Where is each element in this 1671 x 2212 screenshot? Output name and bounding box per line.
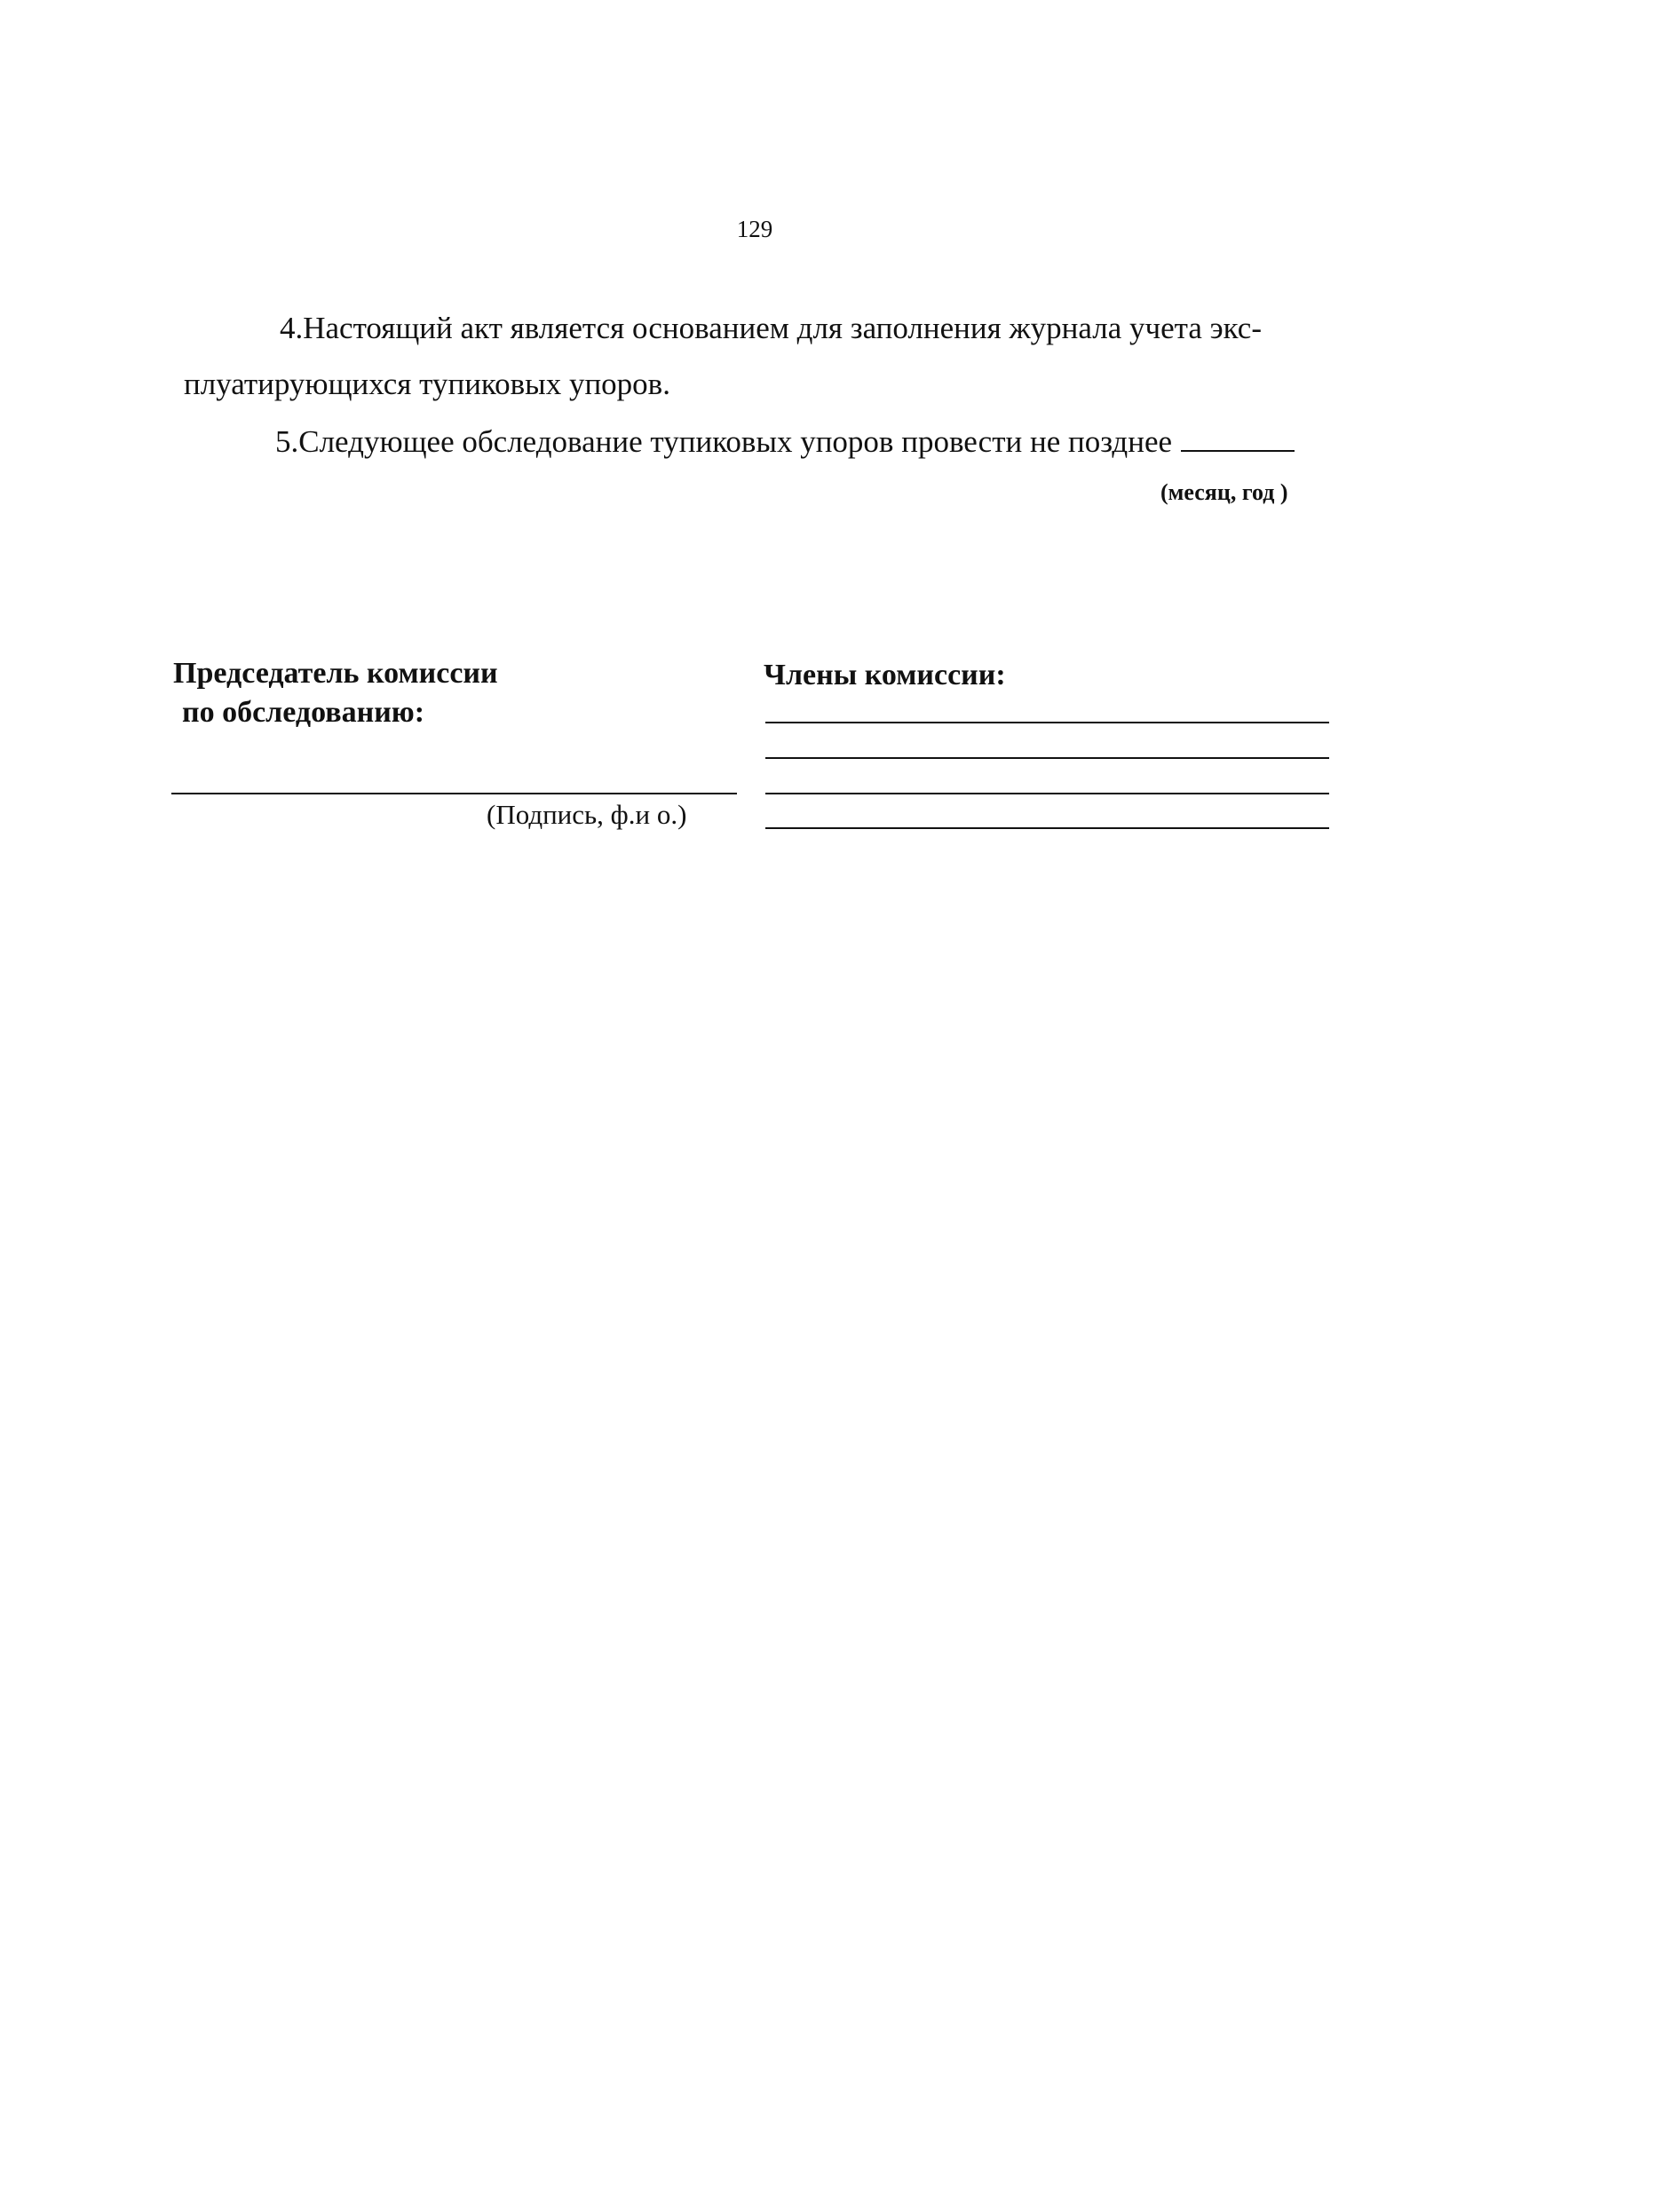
member-signature-line (765, 722, 1329, 723)
signature-caption: (Подпись, ф.и о.) (487, 799, 687, 830)
date-blank-field (1181, 449, 1295, 452)
paragraph-4-line-1: 4.Настоящий акт является основанием для заполнения журнала учета экс- (280, 311, 1262, 345)
member-signature-line (765, 827, 1329, 829)
paragraph-4-line-2: плуатирующихся тупиковых упоров. (184, 367, 670, 401)
members-heading: Члены комиссии: (764, 659, 1006, 691)
chair-signature-line (171, 793, 737, 794)
member-signature-line (765, 793, 1329, 794)
page-number: 129 (736, 216, 773, 242)
chair-heading: Председатель комиссии (173, 657, 498, 690)
chair-heading-subtitle: по обследованию: (182, 696, 425, 729)
date-hint-caption: (месяц, год ) (1160, 479, 1288, 505)
paragraph-5 (275, 426, 1295, 457)
paragraph-5-text: 5.Следующее обследование тупиковых упоров провести не позднее (275, 424, 1173, 459)
member-signature-line (765, 757, 1329, 759)
